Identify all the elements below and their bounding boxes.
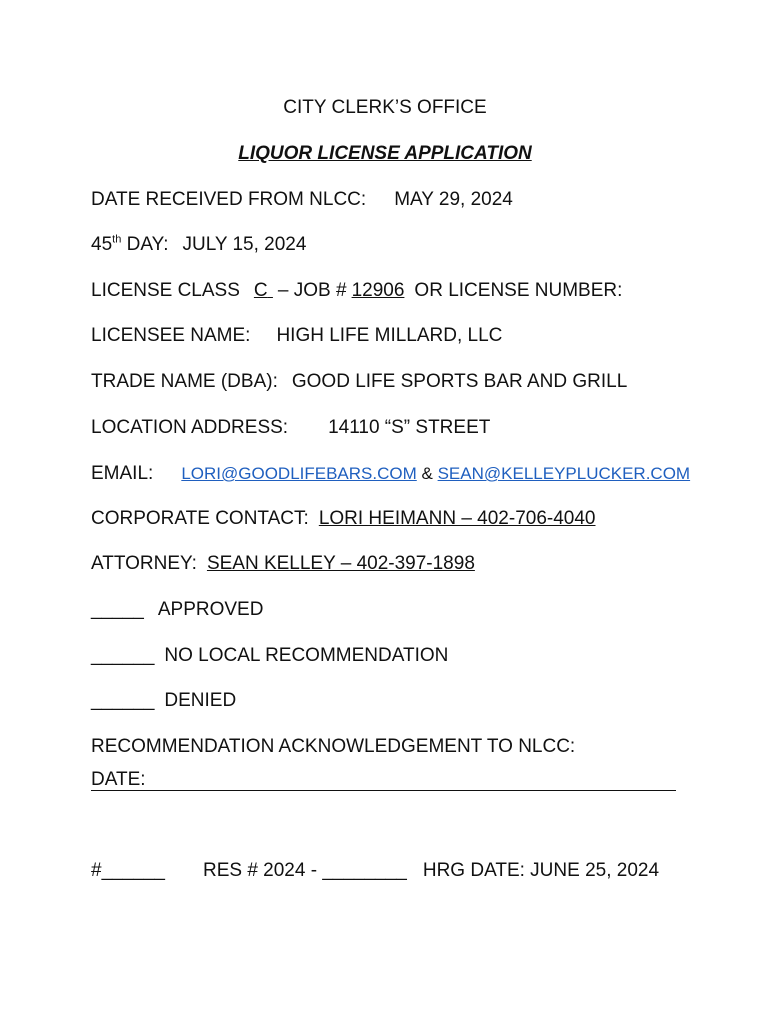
license-row [91, 279, 622, 303]
date-received-value: MAY 29, 2024 [394, 189, 513, 210]
day45-label: DAY: [121, 234, 169, 255]
day45-suffix: th [112, 233, 122, 246]
attorney-row [91, 552, 475, 576]
approved-row [91, 598, 263, 622]
footer-number: #______ [91, 860, 165, 881]
no-local-row [91, 644, 448, 668]
recommendation-date-label: DATE: [91, 769, 146, 790]
trade-value: GOOD LIFE SPORTS BAR AND GRILL [291, 371, 628, 392]
day45-value: JULY 15, 2024 [182, 234, 307, 255]
corporate-contact-row [91, 507, 596, 531]
approved-label: APPROVED [157, 599, 264, 620]
date-received-row [91, 188, 513, 212]
email-label: EMAIL: [91, 463, 154, 484]
denied-row [91, 689, 236, 713]
corporate-contact-label: CORPORATE CONTACT: [91, 508, 309, 529]
date-signature-line [91, 790, 676, 791]
denied-label: DENIED [164, 690, 237, 711]
license-number-label: OR LICENSE NUMBER: [414, 280, 623, 301]
licensee-row [91, 324, 502, 348]
day45-row [91, 233, 306, 257]
no-local-label: NO LOCAL RECOMMENDATION [164, 645, 449, 666]
recommendation-date-row [91, 768, 676, 792]
email-link-lori[interactable]: LORI@GOODLIFEBARS.COM [181, 464, 417, 483]
licensee-value: HIGH LIFE MILLARD, LLC [276, 325, 503, 346]
no-local-blank: ______ [91, 645, 155, 666]
approved-blank: _____ [91, 599, 144, 620]
denied-blank: ______ [91, 690, 155, 711]
footer-res: RES # 2024 - ________ [202, 860, 407, 881]
location-label: LOCATION ADDRESS: [91, 417, 289, 438]
footer-hrg-date: HRG DATE: JUNE 25, 2024 [422, 860, 660, 881]
email-link-sean[interactable]: SEAN@KELLEYPLUCKER.COM [437, 464, 691, 483]
email-separator: & [421, 464, 433, 483]
license-class-label: LICENSE CLASS [91, 280, 240, 301]
office-heading: CITY CLERK’S OFFICE [283, 97, 487, 118]
recommendation-label: RECOMMENDATION ACKNOWLEDGEMENT TO NLCC: [91, 736, 576, 757]
job-value: 12906 [351, 280, 405, 301]
license-class-value: C [253, 280, 268, 301]
document-title: LIQUOR LICENSE APPLICATION [238, 143, 532, 164]
licensee-label: LICENSEE NAME: [91, 325, 251, 346]
attorney-label: ATTORNEY: [91, 553, 197, 574]
corporate-contact-value: LORI HEIMANN – 402-706-4040 [318, 508, 596, 529]
job-label: – JOB # [277, 280, 347, 301]
trade-row [91, 370, 627, 394]
location-row [91, 416, 490, 440]
footer-row [91, 859, 659, 883]
email-row [91, 462, 690, 486]
location-value: 14110 “S” STREET [328, 417, 491, 438]
day45-number: 45 [91, 234, 113, 255]
date-received-label: DATE RECEIVED FROM NLCC: [91, 189, 367, 210]
trade-label: TRADE NAME (DBA): [91, 371, 278, 392]
attorney-value: SEAN KELLEY – 402-397-1898 [206, 553, 475, 574]
